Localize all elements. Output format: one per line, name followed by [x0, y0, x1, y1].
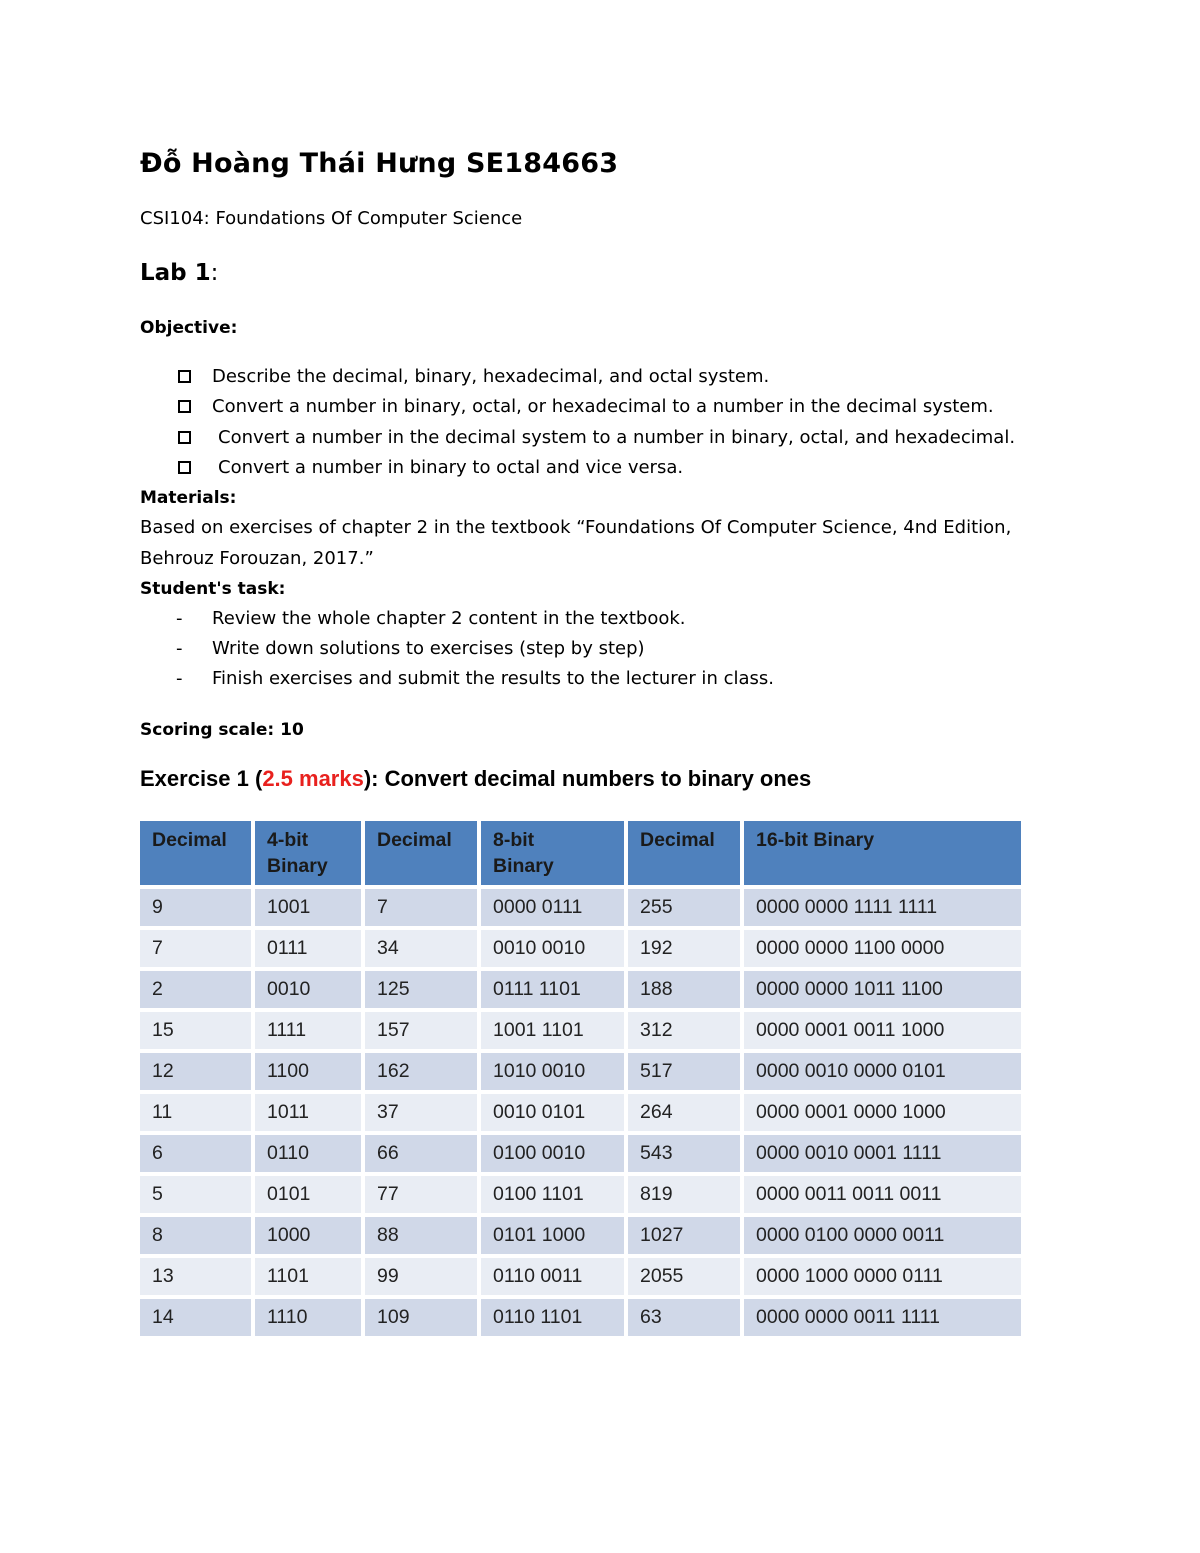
exercise-1-prefix: Exercise 1 (	[140, 766, 263, 791]
task-item: Review the whole chapter 2 content in the textbook.	[212, 608, 686, 629]
table-cell: 192	[628, 930, 740, 971]
materials-label: Materials:	[140, 488, 237, 508]
table-cell: 7	[140, 930, 251, 971]
exercise-1-marks: 2.5 marks	[262, 766, 364, 791]
course-title: CSI104: Foundations Of Computer Science	[140, 208, 523, 229]
table-cell: 2	[140, 971, 251, 1012]
table-cell: 0101	[255, 1176, 361, 1217]
table-row	[140, 1094, 1021, 1135]
table-cell: 0000 0100 0000 0011	[744, 1217, 1021, 1258]
task-item: Write down solutions to exercises (step by step)	[212, 638, 645, 659]
table-cell: 14	[140, 1299, 251, 1340]
scoring-scale: Scoring scale: 10	[140, 720, 304, 740]
task-item: Finish exercises and submit the results to the lecturer in class.	[212, 668, 774, 689]
table-cell: 0110 0011	[481, 1258, 624, 1299]
table-header-row	[140, 821, 1021, 889]
table-row	[140, 889, 1021, 930]
table-cell: 12	[140, 1053, 251, 1094]
exercise-1-suffix: ): Convert decimal numbers to binary ones	[363, 766, 812, 791]
header-decimal: Decimal	[365, 821, 477, 889]
table-cell: 0000 0000 1100 0000	[744, 930, 1021, 971]
exercise-1-heading	[140, 766, 811, 792]
table-cell: 1027	[628, 1217, 740, 1258]
table-row	[140, 1299, 1021, 1340]
table-cell: 63	[628, 1299, 740, 1340]
table-cell: 264	[628, 1094, 740, 1135]
lab-title-text: Lab 1	[140, 260, 211, 286]
checkbox-icon	[178, 461, 191, 474]
table-cell: 543	[628, 1135, 740, 1176]
checkbox-icon	[178, 431, 191, 444]
table-cell: 0000 0011 0011 0011	[744, 1176, 1021, 1217]
header-16bit-binary: 16-bit Binary	[744, 821, 1021, 889]
table-cell: 0100 0010	[481, 1135, 624, 1176]
table-cell: 109	[365, 1299, 477, 1340]
header-4bit-binary: 4-bit Binary	[255, 821, 361, 889]
table-cell: 188	[628, 971, 740, 1012]
table-cell: 819	[628, 1176, 740, 1217]
header-decimal: Decimal	[140, 821, 251, 889]
table-cell: 0000 0000 1011 1100	[744, 971, 1021, 1012]
table-cell: 0100 1101	[481, 1176, 624, 1217]
objective-item: Describe the decimal, binary, hexadecimal, and octal system.	[212, 366, 770, 387]
task-label: Student's task:	[140, 579, 286, 599]
table-row	[140, 1176, 1021, 1217]
table-cell: 125	[365, 971, 477, 1012]
dash-bullet: -	[176, 638, 183, 659]
table-cell: 15	[140, 1012, 251, 1053]
table-cell: 13	[140, 1258, 251, 1299]
header-8bit-binary: 8-bit Binary	[481, 821, 624, 889]
table-cell: 0010	[255, 971, 361, 1012]
table-cell: 1010 0010	[481, 1053, 624, 1094]
table-cell: 0101 1000	[481, 1217, 624, 1258]
table-row	[140, 1258, 1021, 1299]
table-cell: 0000 0001 0000 1000	[744, 1094, 1021, 1135]
checkbox-icon	[178, 400, 191, 413]
table-cell: 517	[628, 1053, 740, 1094]
table-cell: 1001	[255, 889, 361, 930]
table-cell: 0000 0001 0011 1000	[744, 1012, 1021, 1053]
table-cell: 0110 1101	[481, 1299, 624, 1340]
objective-item: Convert a number in the decimal system to a number in binary, octal, and hexadecimal.	[218, 427, 1016, 448]
dash-bullet: -	[176, 668, 183, 689]
table-cell: 0000 0010 0001 1111	[744, 1135, 1021, 1176]
table-cell: 162	[365, 1053, 477, 1094]
table-cell: 1111	[255, 1012, 361, 1053]
table-row	[140, 1217, 1021, 1258]
table-cell: 0110	[255, 1135, 361, 1176]
checkbox-icon	[178, 370, 191, 383]
table-row	[140, 971, 1021, 1012]
table-cell: 0111 1101	[481, 971, 624, 1012]
table-cell: 1000	[255, 1217, 361, 1258]
objective-item: Convert a number in binary to octal and vice versa.	[218, 457, 684, 478]
table-row	[140, 930, 1021, 971]
table-cell: 0111	[255, 930, 361, 971]
author-heading: Đỗ Hoàng Thái Hưng SE184663	[140, 148, 619, 179]
table-cell: 0000 0000 1111 1111	[744, 889, 1021, 930]
table-cell: 0000 0010 0000 0101	[744, 1053, 1021, 1094]
table-cell: 11	[140, 1094, 251, 1135]
table-cell: 5	[140, 1176, 251, 1217]
table-cell: 0000 0111	[481, 889, 624, 930]
table-cell: 77	[365, 1176, 477, 1217]
table-cell: 0010 0010	[481, 930, 624, 971]
header-decimal: Decimal	[628, 821, 740, 889]
table-cell: 66	[365, 1135, 477, 1176]
table-cell: 1100	[255, 1053, 361, 1094]
table-row	[140, 1135, 1021, 1176]
table-cell: 1001 1101	[481, 1012, 624, 1053]
table-row	[140, 1053, 1021, 1094]
table-row	[140, 1012, 1021, 1053]
table-cell: 7	[365, 889, 477, 930]
materials-text-line1: Based on exercises of chapter 2 in the textbook “Foundations Of Computer Science, 4nd Edition,	[140, 517, 1012, 538]
conversion-table	[136, 821, 1025, 1340]
objective-label: Objective:	[140, 318, 238, 338]
table-cell: 2055	[628, 1258, 740, 1299]
table-cell: 37	[365, 1094, 477, 1135]
table-cell: 9	[140, 889, 251, 930]
table-cell: 99	[365, 1258, 477, 1299]
table-cell: 88	[365, 1217, 477, 1258]
table-cell: 0000 0000 0011 1111	[744, 1299, 1021, 1340]
materials-text-line2: Behrouz Forouzan, 2017.”	[140, 548, 374, 569]
table-cell: 255	[628, 889, 740, 930]
lab-title-colon: :	[210, 260, 219, 286]
table-cell: 312	[628, 1012, 740, 1053]
dash-bullet: -	[176, 608, 183, 629]
table-cell: 1110	[255, 1299, 361, 1340]
lab-title	[140, 260, 218, 286]
table-cell: 8	[140, 1217, 251, 1258]
table-cell: 1101	[255, 1258, 361, 1299]
table-cell: 1011	[255, 1094, 361, 1135]
table-cell: 157	[365, 1012, 477, 1053]
table-cell: 34	[365, 930, 477, 971]
objective-item: Convert a number in binary, octal, or hexadecimal to a number in the decimal system.	[212, 396, 994, 417]
table-cell: 0010 0101	[481, 1094, 624, 1135]
table-cell: 6	[140, 1135, 251, 1176]
table-cell: 0000 1000 0000 0111	[744, 1258, 1021, 1299]
